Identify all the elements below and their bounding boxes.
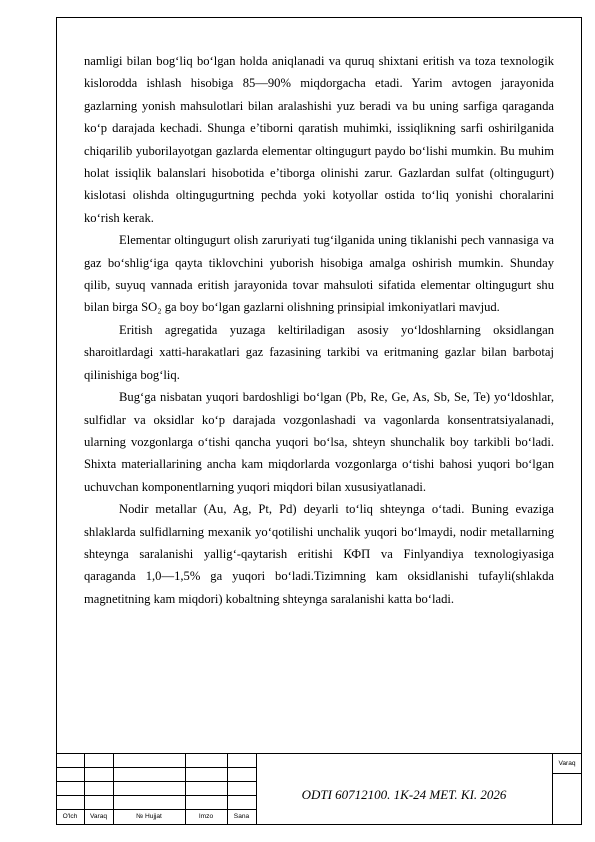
stamp-label-imzo: Imzo [198, 813, 214, 820]
paragraph-3: Eritish agregatida yuzaga keltiriladigan asosiy yo‘ldoshlarning oksidlangan sharoitlardagi xatti-harakatlari gaz fazasining tarkibi va eritmaning gazlar bilan barbotaj qilinishiga bog‘liq. [84, 322, 554, 382]
stamp-top-line [56, 753, 582, 754]
paragraph-4: Bug‘ga nisbatan yuqori bardoshligi bo‘lgan (Pb, Re, Ge, As, Sb, Se, Te) yo‘ldoshlar, sulfidlar va oksidlar ko‘p darajada vozgonlashadi va vagonlarda konsentratsiyalanadi, ularning vozgonlarga o‘tishi qancha yuqori bo‘lsa, shteyn shunchalik boy tarkibli bo‘ladi. Shixta materiallarining ancha kam miqdorlarda vozgonlarga o‘tishi bahosi yuqori bo‘lgan uchuvchan komponentlarning yuqori miqdori bilan xususiyatlanadi. [84, 390, 554, 494]
stamp-row-line-1 [56, 767, 256, 768]
document-number: ODTI 60712100. 1K-24 MET. KI. 2026 [301, 787, 507, 802]
stamp-sheet-line [552, 773, 582, 774]
stamp-label-varaq: Varaq [89, 813, 108, 820]
stamp-label-sana: Sana [233, 813, 250, 820]
paragraph-1: namligi bilan bog‘liq bo‘lgan holda aniqlanadi va quruq shixtani eritish va toza texnologik kislorodda ishlash hisobiga 85—90% miqdorgacha etadi. Yarim avtogen jarayonida gazlarning yonish mahsulotlari bilan aralashishi yuz beradi va bu uning sarfiga qaraganda ko‘p darajada kechadi. Shunga e’tiborni qaratish muhimki, issiqlikning sarfi oshirilganida chiqarilib yuborilayotgan gazlarda elementar oltingugurt paydo bo‘lishi mumkin. Bu muhim holat issiqlik balanslari hisobotida e’tiborga olinishi zarur. Gazlardan sulfat (oltingugurt) kislotasi olishda oltingugurtning pechda yoki kotyollar ostida to‘liq yonishi choralarini ko‘rish kerak. [84, 54, 554, 225]
stamp-row-line-2 [56, 781, 256, 782]
paragraph-2: Elementar oltingugurt olish zaruriyati tug‘ilganida uning tiklanishi pech vannasiga va gaz bo‘shlig‘iga qayta tiklovchini yuborish hisobiga amalga oshirish mumkin. Shunday qilib, suyuq vannada eritish jarayonida tovar mahsuloti sifatida elementar oltingugurt shu bilan birga SO₂ ga boy bo‘lgan gazlarni olishning prinsipial imkoniyatlari mavjud. [84, 233, 554, 315]
stamp-row-line-4 [56, 809, 256, 810]
stamp-label-olch: O'lch [62, 813, 78, 820]
stamp-row-line-3 [56, 795, 256, 796]
paragraph-5: Nodir metallar (Au, Ag, Pt, Pd) deyarli to‘liq shteynga o‘tadi. Buning evaziga shlaklarda sulfidlarning mexanik yo‘qotilishi unchalik yuqori bo‘lmaydi, nodir metallarning shteynga saralanishi yallig‘-qaytarish eritishi КФП va Finlyandiya texnologiyasiga qaraganda 1,0—1,5% ga yuqori bo‘ladi.Tizimning kam oksidlanishi tufayli(shlakda magnetitning kam miqdori) kobaltning shteynga saralanishi katta bo‘ladi. [84, 502, 554, 606]
body-text [84, 50, 554, 610]
stamp-label-hujjat: № Hujjat [136, 813, 162, 820]
title-block [56, 753, 582, 825]
sheet-label: Varaq [558, 760, 576, 767]
